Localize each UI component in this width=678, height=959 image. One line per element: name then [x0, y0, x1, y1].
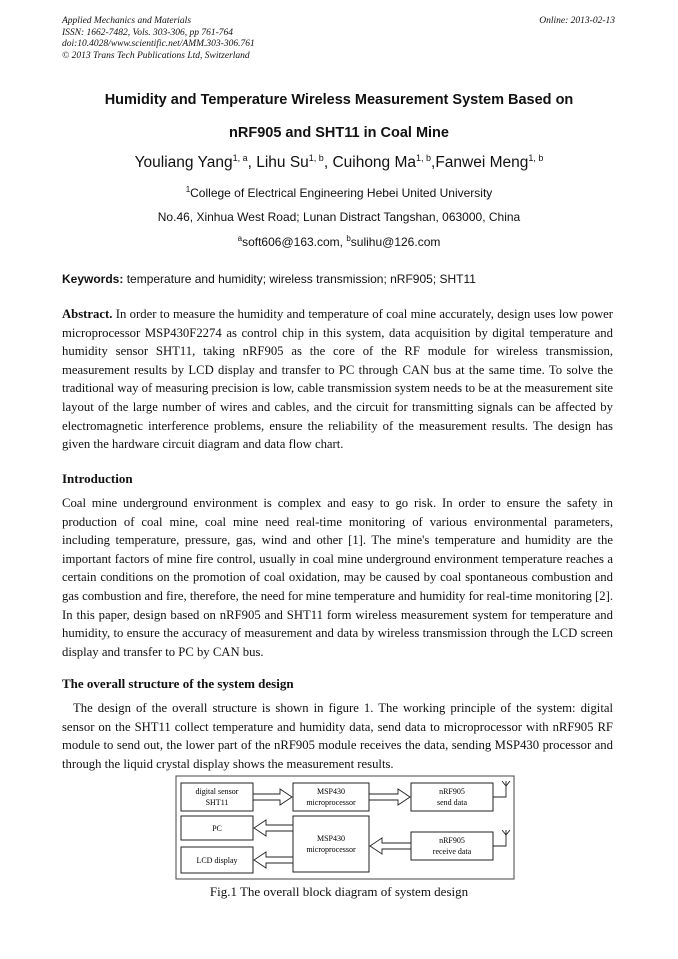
introduction-text: Coal mine underground environment is complex and easy to go risk. In order to ensure the safety in production of coal mine, coal mine need real-time monitoring of various environmental parameters, including temperature, pressure, gas, wind and other [1]. The mine's temperature and humidity are the important factors of mine fire control, usually in coal mine underground environment temperature reaches a certain conditions on the promotion of coal oxidation, may be caused by coal spontaneous combustion and gas combustion and fire, therefore, the need for mine temperature and humidity for real-time monitoring [2]. In this paper, design based on nRF905 and SHT11 form wireless measurement system for temperature and humidity, to ensure the accuracy of measurement and data by wireless transmission through the LCD screen display and transfer to PC by CAN bus. [62, 496, 614, 659]
author-name: Fanwei Meng [435, 154, 529, 172]
sensor-label-2: SHT11 [205, 798, 229, 807]
mcu-bottom-box [293, 816, 369, 872]
arrow-mcu-to-pc [254, 820, 293, 836]
paper-title-line-2: nRF905 and SHT11 in Coal Mine [229, 125, 449, 141]
paper-title-line-1: Humidity and Temperature Wireless Measurement System Based on [104, 92, 574, 108]
overall-structure-heading: The overall structure of the system design [62, 676, 294, 691]
email-sup: b [346, 234, 351, 243]
antenna-send-icon [493, 781, 510, 797]
affiliation-line-2: No.46, Xinhua West Road; Lunan Distract Tangshan, 063000, China [157, 210, 521, 224]
author-sep: , [323, 154, 333, 172]
arrow-mcu-to-lcd [254, 852, 293, 868]
email-sup: a [237, 234, 243, 243]
introduction-heading: Introduction [62, 471, 133, 486]
journal-name: Applied Mechanics and Materials [62, 16, 192, 26]
mcu-top-label-2: microprocessor [306, 798, 356, 807]
arrow-sensor-to-mcu [253, 789, 292, 805]
nrf-receive-label-2: receive data [432, 847, 472, 856]
mcu-top-label-1: MSP430 [316, 787, 346, 796]
overall-structure-text: The design of the overall structure is shown in figure 1. The working principle of the system: digital sensor on the SHT11 collect temperature and humidity data, send data to microprocessor with nRF905 RF module to send out, the lower part of the nRF905 module receives the data, sending MSP430 processor and through the liquid crystal display shows the measurement results. [62, 701, 613, 771]
nrf-receive-label-1: nRF905 [439, 836, 465, 845]
online-date: Online: 2013-02-13 [539, 16, 615, 26]
issn: ISSN: 1662-7482, Vols. 303-306, pp 761-764 [62, 27, 233, 38]
figure-caption: Fig.1 The overall block diagram of system design [209, 884, 469, 899]
mcu-bottom-label-1: MSP430 [316, 834, 346, 843]
keywords-label: Keywords: [62, 272, 124, 286]
nrf-send-label-2: send data [437, 798, 467, 807]
abstract-text: In order to measure the humidity and temperature of coal mine accurately, design uses low power microprocessor MSP430F2274 as control chip in this system, data acquisition by digital temperature and humidity sensor SHT11, taking nRF905 as the core of the RF module for wireless transmission, measurement results by LCD display and transfer to PC through CAN bus at the same time. To solve the traditional way of measuring precision is low, cable transmission system needs to be at the measurement site layout of the large number of wires and cables, and the circuit for transmitting signals can be affected by electromagnetic interference problems, ensure the reliability of the measurement results. The design has given the hardware circuit diagram and data flow chart. [62, 307, 613, 452]
mcu-bottom-label-2: microprocessor [306, 845, 356, 854]
email-b: sulihu@126.com [350, 235, 441, 249]
author-sup: 1, b [308, 153, 324, 163]
abstract-label: Abstract. [62, 307, 113, 321]
affiliation-sup: 1 [185, 185, 191, 194]
keywords-text: temperature and humidity; wireless transmission; nRF905; SHT11 [123, 272, 476, 286]
doi: doi:10.4028/www.scientific.net/AMM.303-306.761 [62, 39, 255, 49]
author-sup: 1, b [528, 153, 544, 163]
arrow-mcu-to-send [369, 789, 410, 805]
affiliation-text: College of Electrical Engineering Hebei United University [190, 186, 493, 200]
copyright: © 2013 Trans Tech Publications Ltd, Switzerland [62, 50, 250, 61]
author-name: Youliang Yang [134, 154, 233, 172]
author-sup: 1, b [416, 153, 432, 163]
author-sup: 1, a [232, 153, 248, 163]
pc-label: PC [212, 824, 222, 833]
email-a: soft606@163.com, [242, 235, 347, 249]
nrf-send-label-1: nRF905 [439, 787, 465, 796]
author-name: Lihu Su [256, 154, 309, 172]
author-sep: , [431, 154, 436, 172]
antenna-receive-icon [493, 830, 510, 846]
author-sep: , [247, 154, 257, 172]
author-name: Cuihong Ma [332, 154, 417, 172]
arrow-receive-to-mcu [370, 838, 411, 854]
sensor-label-1: digital sensor [195, 787, 239, 796]
lcd-label: LCD display [196, 856, 238, 865]
